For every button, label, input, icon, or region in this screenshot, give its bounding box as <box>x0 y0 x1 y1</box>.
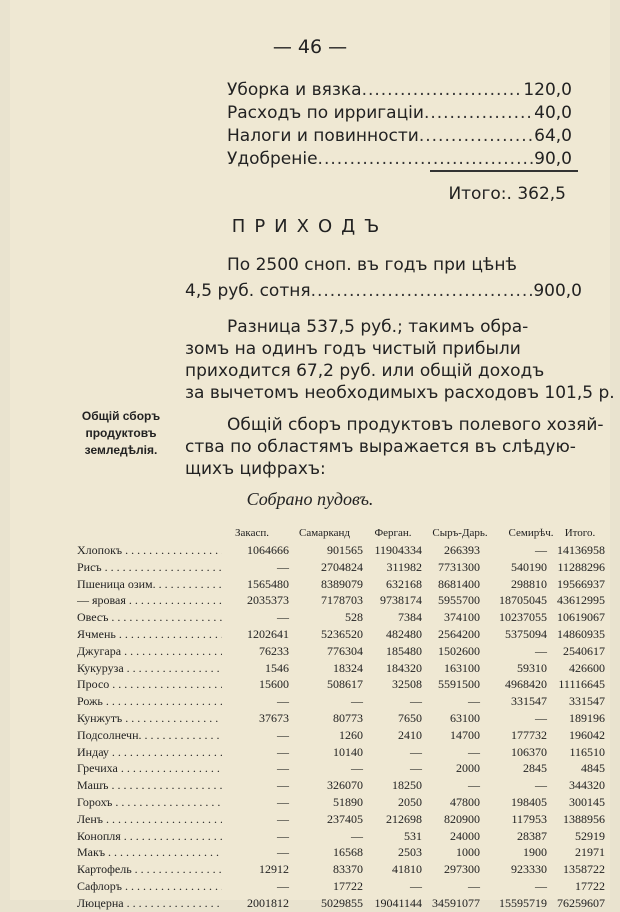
table-cell: 19041144 <box>374 895 422 910</box>
table-cell: 15595719 <box>499 895 547 910</box>
crop-name: Рожь . . . <box>77 693 222 710</box>
table-row <box>77 660 617 677</box>
table-cell: 28387 <box>517 828 547 843</box>
leader-dots <box>311 281 534 301</box>
crop-name: Кунжутъ . . . <box>77 710 222 727</box>
table-cell: 2035373 <box>247 593 289 608</box>
table-cell: 9738174 <box>380 593 422 608</box>
table-cell: — <box>277 778 289 793</box>
table-cell: 331547 <box>511 694 547 709</box>
table-cell: 1260 <box>339 727 363 742</box>
table-cell: — <box>351 761 363 776</box>
crop-name: Ячмень . . . <box>77 626 222 643</box>
table-cell: 17722 <box>575 878 605 893</box>
crop-name: Просо . . . <box>77 676 222 693</box>
table-cell: — <box>468 878 480 893</box>
table-cell: 47800 <box>450 794 480 809</box>
table-cell: 311982 <box>386 559 422 574</box>
table-row <box>77 576 617 593</box>
table-cell: — <box>410 694 422 709</box>
margin-note: Общій сборъ продуктовъ земледѣлія. <box>81 409 161 457</box>
table-cell: 2564200 <box>438 626 480 641</box>
table-cell: — <box>410 878 422 893</box>
column-header: Самарканд <box>298 527 351 539</box>
table-cell: 106370 <box>511 744 547 759</box>
crop-name: Гречиха . . . <box>77 760 222 777</box>
crop-name: Картофель . . . <box>77 861 222 878</box>
table-row <box>77 844 617 861</box>
table-row <box>77 710 617 727</box>
table-cell: 76259607 <box>557 895 605 910</box>
table-cell: 1358722 <box>563 862 605 877</box>
table-row <box>77 676 617 693</box>
crop-name: Сафлоръ . . . <box>77 878 222 895</box>
table-row <box>77 760 617 777</box>
table-cell: 2540617 <box>563 643 605 658</box>
table-cell: 21971 <box>575 845 605 860</box>
column-header: Ферган. <box>374 527 412 539</box>
book-page <box>10 0 615 910</box>
table-cell: 212698 <box>386 811 422 826</box>
table-cell: 59310 <box>517 660 547 675</box>
table-cell: 1064666 <box>247 543 289 557</box>
table-cell: 1000 <box>456 845 480 860</box>
column-header: Закасп. <box>235 527 269 539</box>
table-cell: 185480 <box>386 643 422 658</box>
table-cell: 2503 <box>398 845 422 860</box>
table-cell: 52919 <box>575 828 605 843</box>
difference-line: приходится 67,2 руб. или общій доходъ <box>185 361 545 381</box>
table-cell: 4968420 <box>505 677 547 692</box>
crop-name: Овесъ . . . <box>77 609 222 626</box>
table-cell: — <box>351 828 363 843</box>
expense-label: Уборка и вязка <box>227 80 362 100</box>
crop-name: Хлопокъ . . . <box>77 542 222 559</box>
expense-label: Налоги и повинности <box>227 126 419 146</box>
table-cell: 8389079 <box>321 576 363 591</box>
table-cell: 528 <box>345 610 363 625</box>
table-cell: 374100 <box>444 610 480 625</box>
table-cell: 901565 <box>327 543 363 557</box>
table-cell: — <box>468 694 480 709</box>
table-cell: 508617 <box>327 677 363 692</box>
table-row <box>77 542 617 559</box>
income-heading: ПРИХОДЪ <box>231 216 389 237</box>
income-label: 4,5 руб. сотня <box>185 281 311 301</box>
table-cell: 14700 <box>450 727 480 742</box>
table-body <box>77 542 617 912</box>
page-number: — 46 — <box>272 36 348 58</box>
table-cell: 300145 <box>569 794 605 809</box>
table-cell: 83370 <box>333 862 363 877</box>
table-cell: 5955700 <box>438 593 480 608</box>
table-cell: 820900 <box>444 811 480 826</box>
expense-label: Удобреніе <box>227 149 318 169</box>
table-cell: 63100 <box>450 710 480 725</box>
table-cell: 37673 <box>259 710 289 725</box>
crop-name: Джугара . . . <box>77 643 222 660</box>
table-cell: 1900 <box>523 845 547 860</box>
table-row <box>77 777 617 794</box>
table-cell: — <box>277 694 289 709</box>
table-cell: 2000 <box>456 761 480 776</box>
table-cell: 19566937 <box>557 576 605 591</box>
table-row <box>77 643 617 660</box>
table-cell: 776304 <box>327 643 363 658</box>
table-cell: 18324 <box>333 660 363 675</box>
crop-name: Горохъ . . . <box>77 794 222 811</box>
collection-line: ства по областямъ выражается въ слѣдую- <box>185 437 576 457</box>
table-cell: — <box>277 878 289 893</box>
expense-value: 90,0 <box>534 149 572 169</box>
table-row <box>77 811 617 828</box>
table-cell: 5236520 <box>321 626 363 641</box>
table-cell: 198405 <box>511 794 547 809</box>
table-cell: 163100 <box>444 660 480 675</box>
income-line: По 2500 сноп. въ годъ при цѣнѣ <box>227 255 517 275</box>
table-cell: 41810 <box>392 862 422 877</box>
table-cell: — <box>277 845 289 860</box>
table-cell: 5375094 <box>505 626 547 641</box>
table-row <box>77 609 617 626</box>
table-cell: — <box>535 710 547 725</box>
table-cell: — <box>277 744 289 759</box>
column-header: Итого. <box>564 527 596 539</box>
crop-name: Люцерна . . . <box>77 895 222 912</box>
expense-value: 40,0 <box>534 103 572 123</box>
table-cell: 11288296 <box>557 559 605 574</box>
table-cell: — <box>410 761 422 776</box>
table-cell: 4845 <box>581 761 605 776</box>
income-value-line <box>185 277 582 301</box>
leader-dots <box>424 103 534 123</box>
table-cell: — <box>535 643 547 658</box>
table-cell: 116510 <box>569 744 605 759</box>
table-cell: — <box>277 828 289 843</box>
table-cell: 189196 <box>569 710 605 725</box>
total-rule <box>430 170 578 172</box>
table-cell: 10237055 <box>499 610 547 625</box>
table-cell: — <box>410 744 422 759</box>
difference-line: зомъ на одинъ годъ чистый прибыли <box>185 339 521 359</box>
table-cell: 177732 <box>511 727 547 742</box>
crop-name: Ленъ . . . <box>77 811 222 828</box>
table-cell: 237405 <box>327 811 363 826</box>
table-row <box>77 744 617 761</box>
table-cell: 15600 <box>259 677 289 692</box>
crop-name: Машъ . . . <box>77 777 222 794</box>
table-cell: 18250 <box>392 778 422 793</box>
table-cell: 11116645 <box>558 677 605 692</box>
table-cell: 32508 <box>392 677 422 692</box>
expense-line <box>227 76 572 100</box>
collection-line: Общій сборъ продуктовъ полевого хозяй- <box>227 415 604 435</box>
table-cell: 1502600 <box>438 643 480 658</box>
table-cell: 7384 <box>398 610 422 625</box>
table-cell: — <box>535 543 547 557</box>
table-cell: 7650 <box>398 710 422 725</box>
table-cell: — <box>277 559 289 574</box>
table-cell: 2845 <box>523 761 547 776</box>
crop-name: Кукуруза . . . <box>77 660 222 677</box>
table-cell: 5591500 <box>438 677 480 692</box>
table-cell: — <box>535 778 547 793</box>
table-cell: 12912 <box>259 862 289 877</box>
table-cell: 1565480 <box>247 576 289 591</box>
table-row <box>77 794 617 811</box>
expense-line <box>227 122 572 146</box>
table-cell: 2704824 <box>321 559 363 574</box>
table-cell: 1546 <box>265 660 289 675</box>
expense-line <box>227 145 572 169</box>
table-cell: 8681400 <box>438 576 480 591</box>
crop-name: — яровая . . . <box>77 592 222 609</box>
table-cell: — <box>468 778 480 793</box>
income-value: 900,0 <box>533 281 582 301</box>
crop-name: Подсолнечн. . . . <box>77 727 222 744</box>
table-cell: 7178703 <box>321 593 363 608</box>
table-row <box>77 861 617 878</box>
table-cell: 482480 <box>386 626 422 641</box>
table-cell: — <box>277 761 289 776</box>
table-cell: 426600 <box>569 660 605 675</box>
table-cell: 76233 <box>259 643 289 658</box>
table-cell: — <box>277 727 289 742</box>
table-row <box>77 559 617 576</box>
table-cell: 51890 <box>333 794 363 809</box>
table-cell: 17722 <box>333 878 363 893</box>
table-cell: 10140 <box>333 744 363 759</box>
table-cell: 117953 <box>511 811 547 826</box>
table-row <box>77 895 617 912</box>
difference-line: за вычетомъ необходимыхъ расходовъ 101,5 р. <box>185 383 615 403</box>
table-row <box>77 592 617 609</box>
table-cell: 14136958 <box>557 543 605 557</box>
leader-dots <box>419 126 534 146</box>
table-cell: 266393 <box>444 543 480 557</box>
table-cell: 80773 <box>333 710 363 725</box>
expense-value: 64,0 <box>534 126 572 146</box>
expense-label: Расходъ по ирригаціи <box>227 103 424 123</box>
crop-name: Пшеница озим. . . . <box>77 576 222 593</box>
crop-name: Индау . . . <box>77 744 222 761</box>
crop-name: Макъ . . . <box>77 844 222 861</box>
table-cell: — <box>277 811 289 826</box>
table-cell: — <box>468 744 480 759</box>
table-cell: 2001812 <box>247 895 289 910</box>
table-cell: 43612995 <box>557 593 605 608</box>
table-cell: 331547 <box>569 694 605 709</box>
table-cell: 1388956 <box>563 811 605 826</box>
table-cell: 298810 <box>511 576 547 591</box>
table-cell: — <box>535 878 547 893</box>
crop-name: Конопля . . . <box>77 828 222 845</box>
crop-name: Рисъ . . . <box>77 559 222 576</box>
expenses-total: Итого:. 362,5 <box>448 184 566 204</box>
table-cell: 923330 <box>511 862 547 877</box>
collection-line: щихъ цифрахъ: <box>185 459 326 479</box>
table-cell: 2050 <box>398 794 422 809</box>
table-caption: Собрано пудовъ. <box>246 489 374 509</box>
table-cell: 1202641 <box>247 626 289 641</box>
difference-line: Разница 537,5 руб.; такимъ обра- <box>227 317 529 337</box>
column-header: Сыръ-Дарь. <box>432 527 488 539</box>
table-cell: 632168 <box>386 576 422 591</box>
table-cell: 16568 <box>333 845 363 860</box>
table-row <box>77 878 617 895</box>
table-cell: 540190 <box>511 559 547 574</box>
harvest-table <box>77 524 617 912</box>
table-cell: 196042 <box>569 727 605 742</box>
leader-dots <box>318 149 535 169</box>
table-cell: 18705045 <box>499 593 547 608</box>
table-cell: 184320 <box>386 660 422 675</box>
expense-line <box>227 99 572 123</box>
table-cell: — <box>277 610 289 625</box>
table-cell: 5029855 <box>321 895 363 910</box>
table-row <box>77 828 617 845</box>
table-cell: 531 <box>404 828 422 843</box>
table-row <box>77 727 617 744</box>
leader-dots <box>362 80 524 100</box>
table-cell: 10619067 <box>557 610 605 625</box>
table-cell: — <box>351 694 363 709</box>
table-header-row <box>77 524 617 542</box>
table-row <box>77 626 617 643</box>
table-cell: 7731300 <box>438 559 480 574</box>
column-header: Семирѣч. <box>508 527 554 539</box>
table-cell: 2410 <box>398 727 422 742</box>
table-cell: 297300 <box>444 862 480 877</box>
table-cell: 326070 <box>327 778 363 793</box>
table-row <box>77 693 617 710</box>
expense-value: 120,0 <box>523 80 572 100</box>
table-cell: 14860935 <box>557 626 605 641</box>
table-cell: 11904334 <box>374 543 422 557</box>
table-cell: 344320 <box>569 778 605 793</box>
table-cell: — <box>277 794 289 809</box>
table-cell: 34591077 <box>432 895 480 910</box>
table-cell: 24000 <box>450 828 480 843</box>
